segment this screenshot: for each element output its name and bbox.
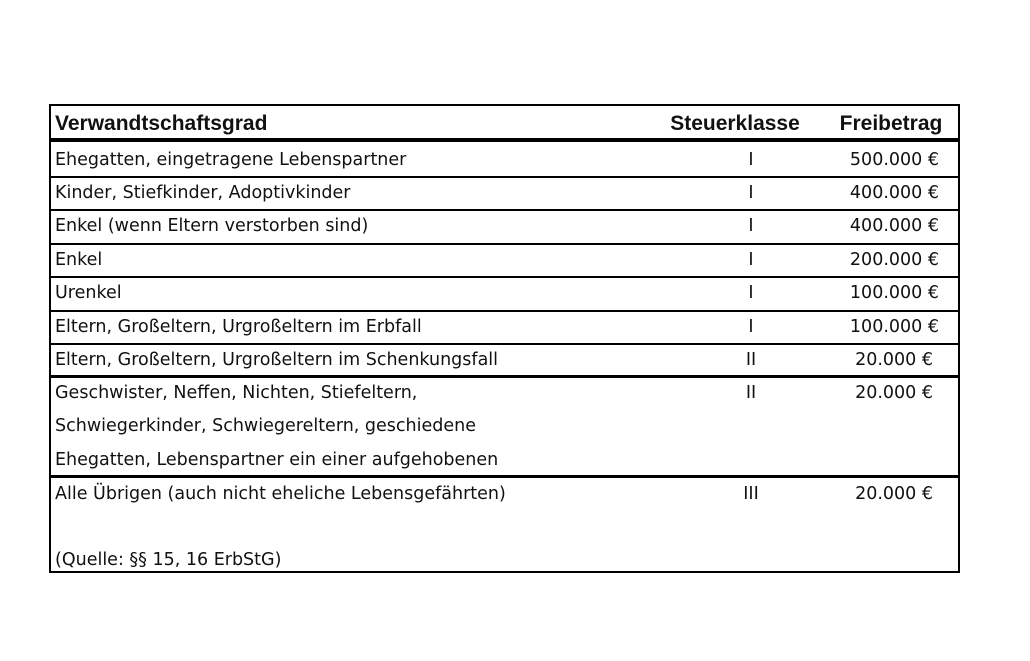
inheritance-tax-table — [49, 104, 960, 573]
table-row — [51, 144, 958, 177]
row-allowance: 100.000 € — [849, 283, 939, 303]
row-relation: Eltern, Großeltern, Urgroßeltern im Schenkungsfall — [55, 350, 499, 370]
row-relation: Urenkel — [55, 283, 122, 303]
row-relation: Enkel — [55, 250, 103, 270]
row-allowance: 400.000 € — [849, 216, 939, 236]
row-allowance: 20.000 € — [855, 484, 933, 504]
row-tax-class: III — [743, 484, 759, 504]
row-allowance: 400.000 € — [849, 183, 939, 203]
row-relation-line: Ehegatten, Lebenspartner ein einer aufgehobenen — [55, 450, 499, 470]
header-tax-class: Steuerklasse — [670, 112, 800, 135]
row-tax-class: II — [745, 350, 757, 370]
source-note: (Quelle: §§ 15, 16 ErbStG) — [55, 550, 282, 570]
header-relation: Verwandtschaftsgrad — [55, 112, 268, 135]
row-relation-line: Geschwister, Neffen, Nichten, Stiefeltern, — [55, 383, 418, 403]
table-row — [51, 244, 958, 277]
row-tax-class: I — [748, 250, 754, 270]
row-relation: Ehegatten, eingetragene Lebenspartner — [55, 150, 407, 170]
row-allowance: 20.000 € — [855, 383, 933, 403]
table-header-row — [51, 106, 958, 142]
row-tax-class: I — [748, 150, 754, 170]
table-row — [51, 344, 958, 377]
row-relation: Kinder, Stiefkinder, Adoptivkinder — [55, 183, 351, 203]
row-tax-class: I — [748, 183, 754, 203]
table-row — [51, 210, 958, 243]
row-tax-class: II — [745, 383, 757, 403]
table-row — [51, 377, 958, 477]
table-row — [51, 277, 958, 310]
row-tax-class: I — [748, 283, 754, 303]
row-relation: Enkel (wenn Eltern verstorben sind) — [55, 216, 369, 236]
header-allowance: Freibetrag — [839, 112, 943, 135]
table-row — [51, 478, 958, 571]
row-relation: Alle Übrigen (auch nicht eheliche Lebensgefährten) — [55, 484, 506, 504]
row-allowance: 200.000 € — [849, 250, 939, 270]
table-row — [51, 311, 958, 344]
row-relation: Eltern, Großeltern, Urgroßeltern im Erbfall — [55, 317, 422, 337]
row-tax-class: I — [748, 216, 754, 236]
row-relation-line: Schwiegerkinder, Schwiegereltern, geschiedene — [55, 416, 476, 436]
row-allowance: 20.000 € — [855, 350, 933, 370]
row-allowance: 100.000 € — [849, 317, 939, 337]
table-row — [51, 177, 958, 210]
row-allowance: 500.000 € — [849, 150, 939, 170]
row-tax-class: I — [748, 317, 754, 337]
